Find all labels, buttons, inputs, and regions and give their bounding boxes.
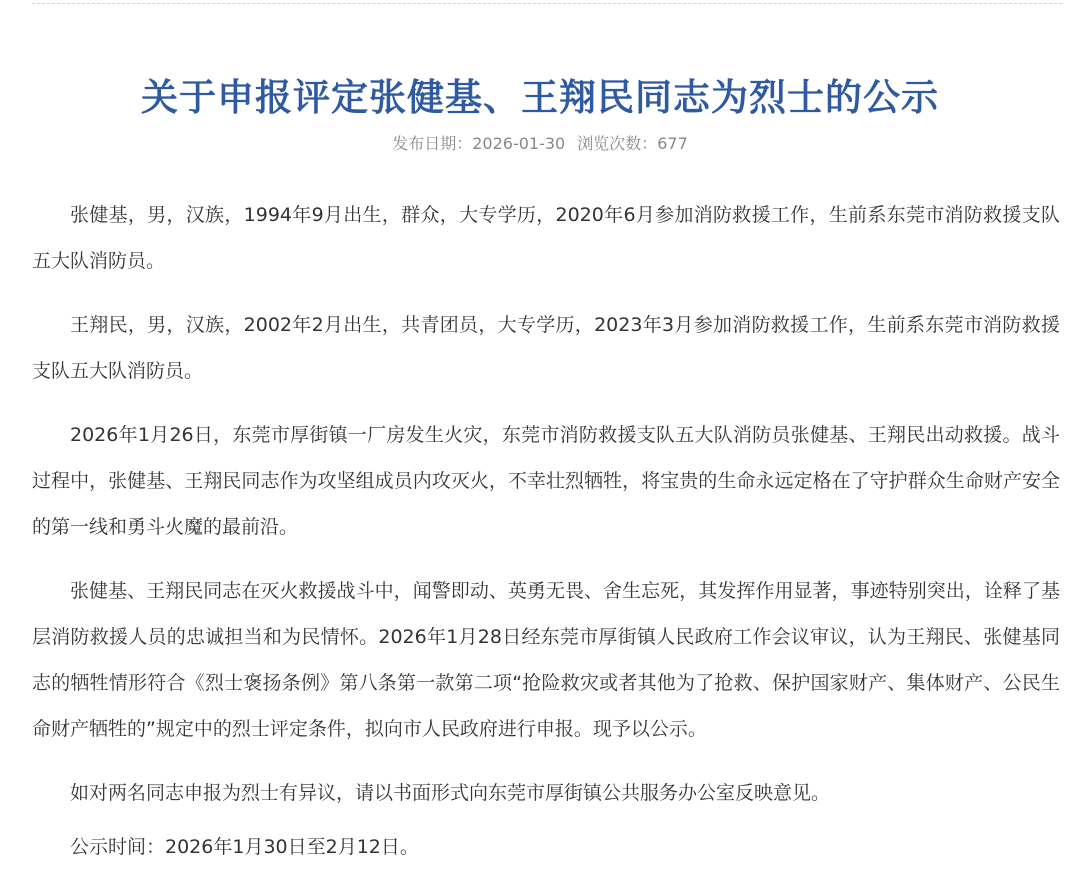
article-body	[32, 192, 1060, 888]
publish-date-label: 发布日期：	[392, 134, 473, 153]
paragraph-3: 2026年1月26日，东莞市厚街镇一厂房发生火灾，东莞市消防救援支队五大队消防员张健基、王翔民出动救援。战斗过程中，张健基、王翔民同志作为攻坚组成员内攻灭火，不幸壮烈牺牲，将宝贵的生命永远定格在了守护群众生命财产安全的第一线和勇斗火魔的最前沿。	[32, 424, 1060, 538]
view-count-label: 浏览次数：	[577, 134, 658, 153]
paragraph-6: 公示时间：2026年1月30日至2月12日。	[70, 836, 419, 858]
paragraph-4: 张健基、王翔民同志在灭火救援战斗中，闻警即动、英勇无畏、舍生忘死，其发挥作用显著，事迹特别突出，诠释了基层消防救援人员的忠诚担当和为民情怀。2026年1月28日经东莞市厚街镇人民政府工作会议审议，认为王翔民、张健基同志的牺牲情形符合《烈士褒扬条例》第八条第一款第二项“抢险救灾或者其他为了抢救、保护国家财产、集体财产、公民生命财产牺牲的”规定中的烈士评定条件，拟向市人民政府进行申报。现予以公示。	[32, 580, 1060, 740]
paragraph-1: 张健基，男，汉族，1994年9月出生，群众，大专学历，2020年6月参加消防救援工作，生前系东莞市消防救援支队五大队消防员。	[32, 204, 1060, 272]
view-count: 677	[657, 134, 688, 153]
paragraph-2: 王翔民，男，汉族，2002年2月出生，共青团员，大专学历，2023年3月参加消防救援工作，生前系东莞市消防救援支队五大队消防员。	[32, 314, 1060, 382]
publish-date: 2026-01-30	[472, 134, 566, 153]
top-divider	[32, 3, 1062, 4]
paragraph-5: 如对两名同志申报为烈士有异议，请以书面形式向东莞市厚街镇公共服务办公室反映意见。	[70, 782, 831, 804]
page-title: 关于申报评定张健基、王翔民同志为烈士的公示	[141, 75, 939, 119]
article-meta	[0, 131, 1080, 157]
